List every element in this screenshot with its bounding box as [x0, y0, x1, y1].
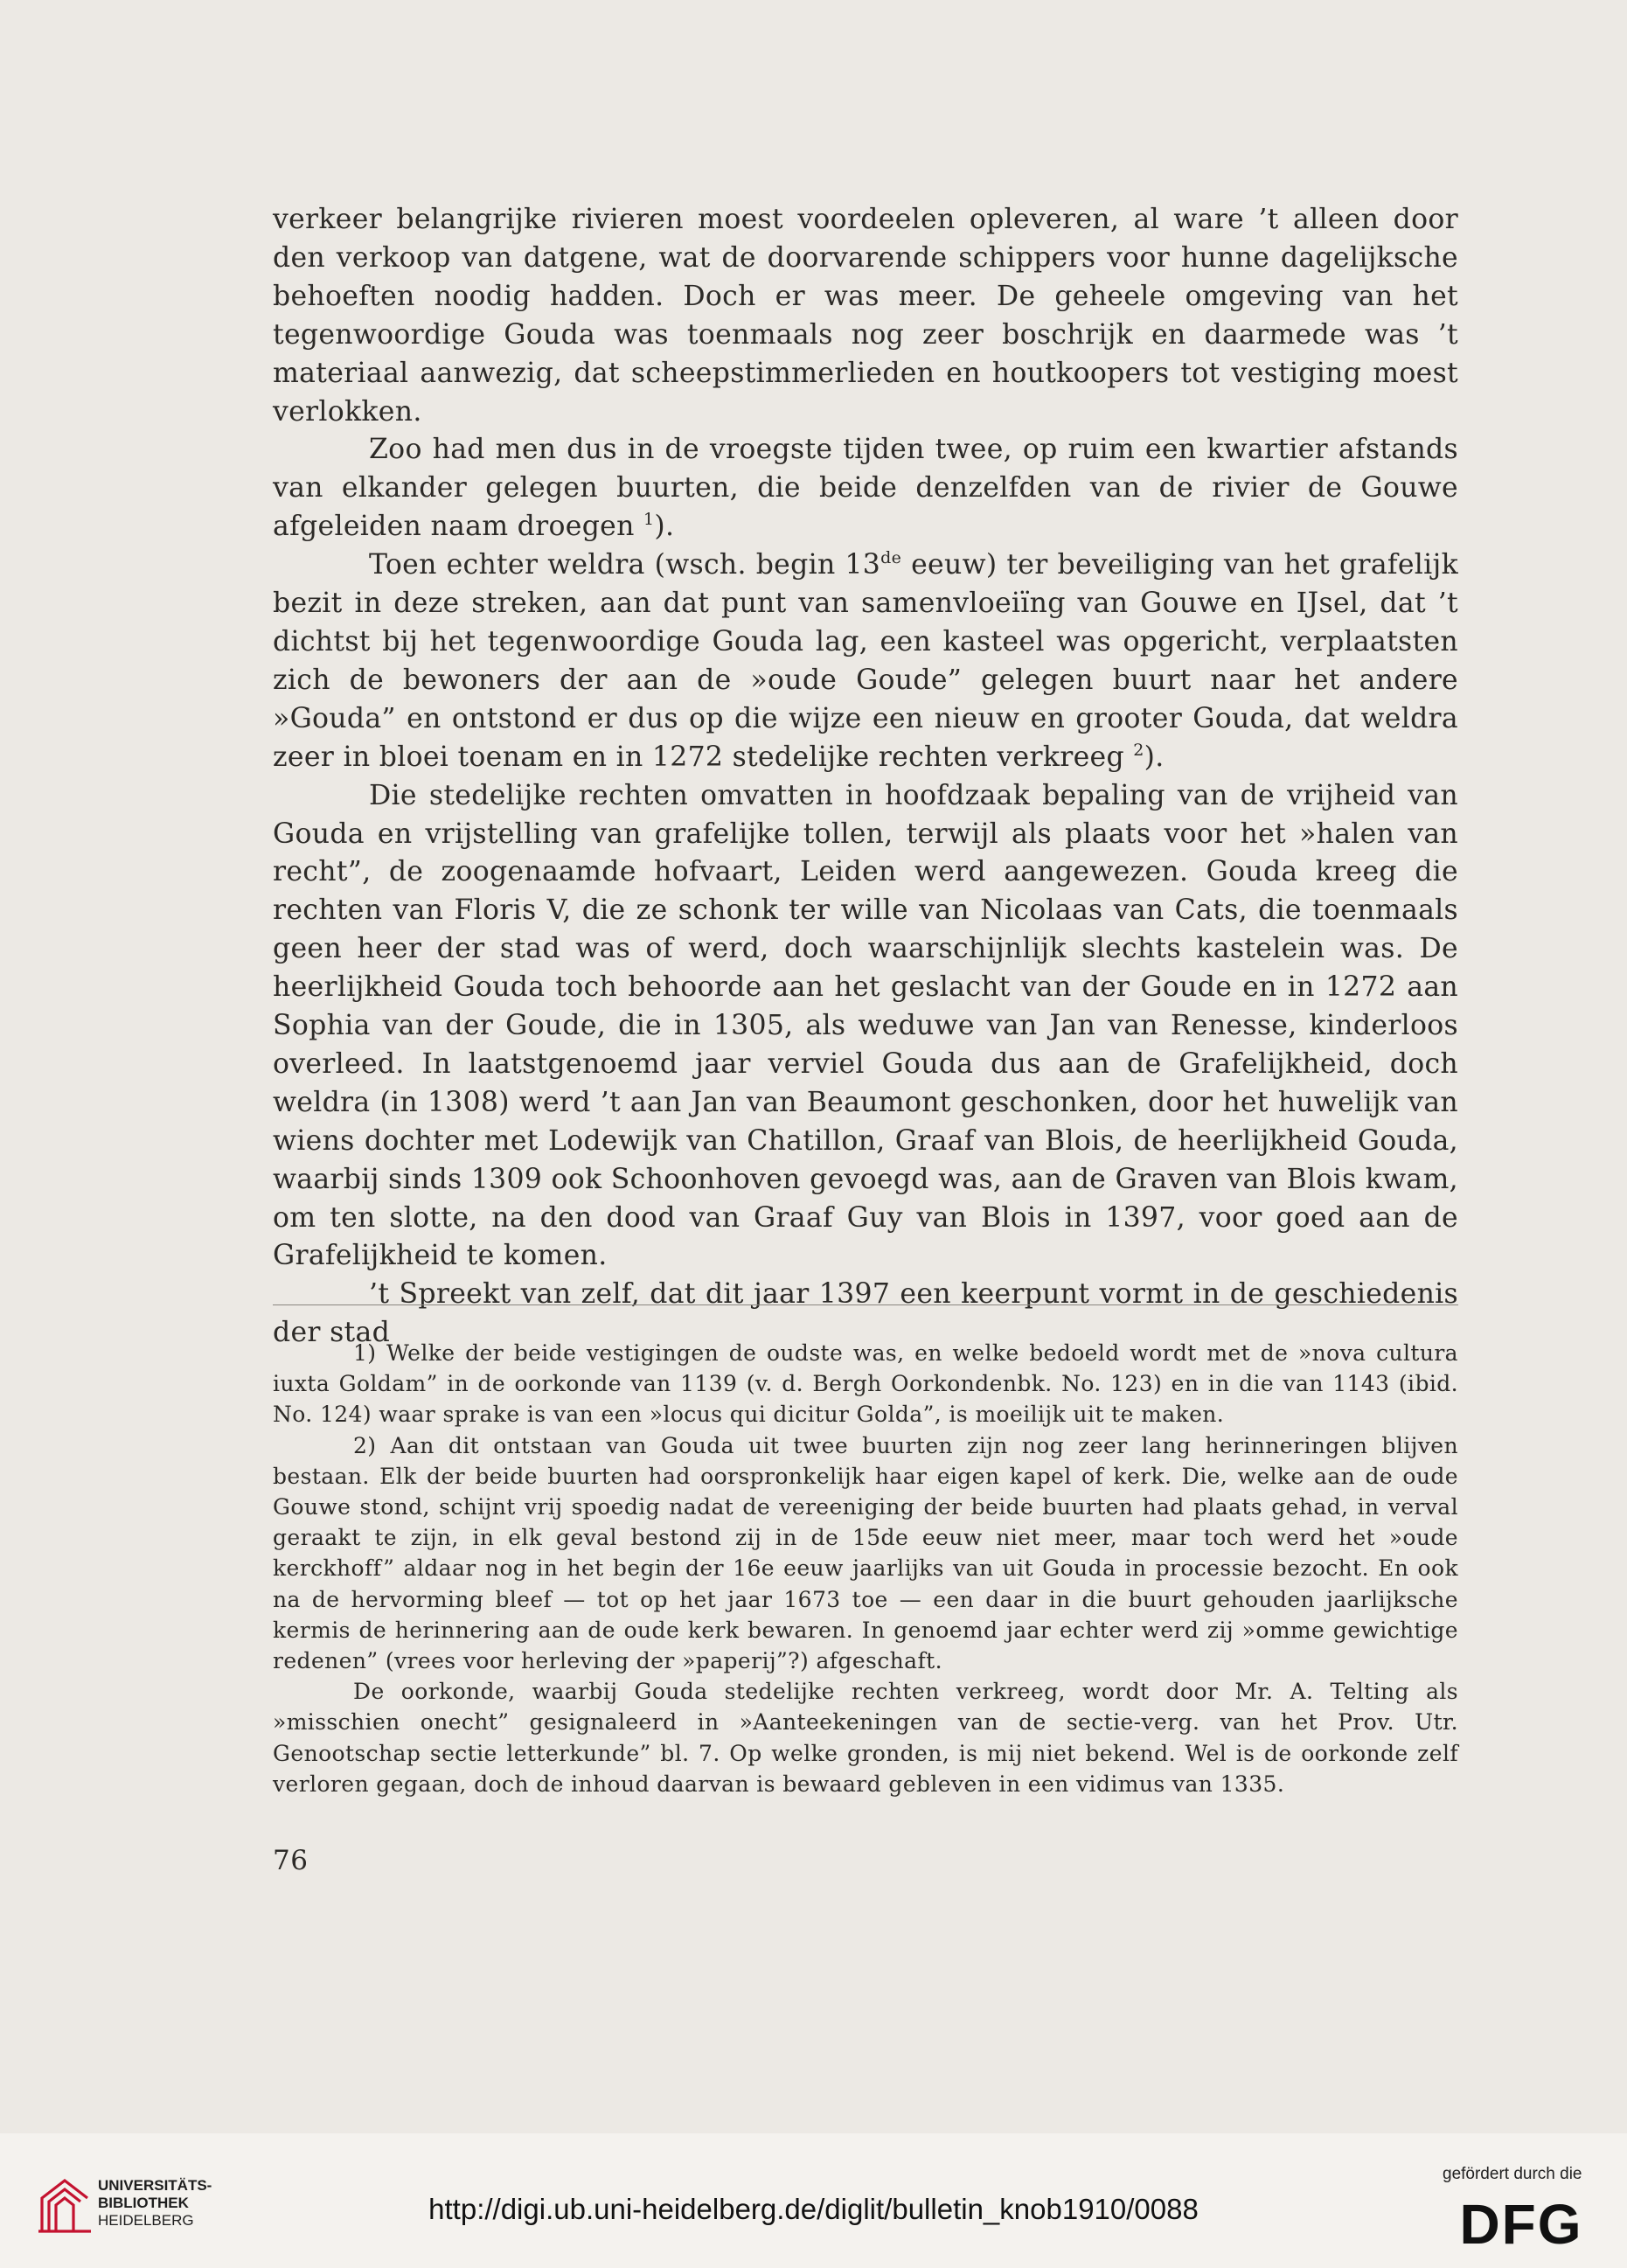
footnote-ref-2[interactable]: 2 — [1133, 740, 1144, 760]
permalink-url[interactable]: http://digi.ub.uni-heidelberg.de/diglit/bulletin_knob1910/0088 — [428, 2193, 1199, 2225]
paragraph-3-end: ). — [1144, 741, 1165, 773]
footnote-2-continuation: De oorkonde, waarbij Gouda stedelijke rechten verkreeg, wordt door Mr. A. Telting als »misschien onecht” gesignaleerd in »Aanteekeningen van de sectie-verg. van het Prov. Utr. Genootschap sectie letterkunde” bl. 7. Op welke gronden, is mij niet bekend. Wel is de oorkonde zelf verloren gegaan, doch de inhoud daarvan is bewaard gebleven in een vidimus van 1335. — [273, 1679, 1458, 1797]
paragraph-2 — [273, 431, 1458, 546]
funding-caption: gefördert durch die — [1443, 2165, 1582, 2183]
main-text — [273, 201, 1458, 1353]
footnote-2: 2) Aan dit ontstaan van Gouda uit twee buurten zijn nog zeer lang herinneringen blijven bestaan. Elk der beide buurten had oorspronkelijk haar eigen kapel of kerk. Die, welke aan de oude Gouwe stond, schijnt vrij spoedig nadat de vereeniging der beide buurten had plaats gehad, in verval geraakt te zijn, in elk geval bestond zij in de 15de eeuw niet meer, maar toch werd het »oude kerckhoff” aldaar nog in het begin der 16e eeuw jaarlijks van uit Gouda in processie bezocht. En ook na de hervorming bleef — tot op het jaar 1673 toe — een daar in die buurt gehouden jaarlijksche kermis de herinnering aan de oude kerk bewaren. In genoemd jaar echter werd zij »omme gewichtige redenen” (vrees voor herleving der »paperij”?) afgeschaft. — [273, 1432, 1458, 1674]
institution-line-2: BIBLIOTHEK — [98, 2195, 189, 2211]
paragraph-2-text: Zoo had men dus in de vroegste tijden twee, op ruim een kwartier afstands van elkander gelegen buurten, die beide denzelfden van de rivier de Gouwe afgeleiden naam droegen — [273, 434, 1458, 543]
paragraph-4: Die stedelijke rechten omvatten in hoofdzaak bepaling van de vrijheid van Gouda en vrijstelling van grafelijke tollen, terwijl als plaats voor het »halen van recht”, de zoogenaamde hofvaart, Leiden werd aangewezen. Gouda kreeg die rechten van Floris V, die ze schonk ter wille van Nicolaas van Cats, die toenmaals geen heer der stad was of werd, doch waarschijnlijk slechts kastelein was. De heerlijkheid Gouda toch behoorde aan het geslacht van der Goude en in 1272 aan Sophia van der Goude, die in 1305, als weduwe van Jan van Renesse, kinderloos overleed. In laatstgenoemd jaar verviel Gouda dus aan de Grafelijkheid, doch weldra (in 1308) werd ’t aan Jan van Beaumont geschonken, door het huwelijk van wiens dochter met Lodewijk van Chatillon, Graaf van Blois, de heerlijkheid Gouda, waarbij sinds 1309 ook Schoonhoven gevoegd was, aan de Graven van Blois kwam, om ten slotte, na den dood van Graaf Guy van Blois in 1397, voor goed aan de Grafelijkheid te komen. — [273, 779, 1458, 1272]
page-number: 76 — [273, 1845, 309, 1876]
paragraph-3-text-a: Toen echter weldra (wsch. begin 13 — [369, 549, 881, 581]
footnote-1: 1) Welke der beide vestigingen de oudste was, en welke bedoeld wordt met de »nova cultura iuxta Goldam” in de oorkonde van 1139 (v. d. Bergh Oorkondenbk. No. 123) en in die van 1143 (ibid. No. 124) waar sprake is van een »locus qui dicitur Golda”, is moeilijk uit te maken. — [273, 1340, 1458, 1428]
paragraph-1: verkeer belangrijke rivieren moest voordeelen opleveren, al ware ’t alleen door den verkoop van datgene, wat de doorvarende schippers voor hunne dagelijksche behoeften noodig hadden. Doch er was meer. De geheele omgeving van het tegenwoordige Gouda was toenmaals nog zeer boschrijk en daarmede was ’t materiaal aanwezig, dat scheepstimmerlieden en houtkoopers tot vestiging moest verlokken. — [273, 204, 1458, 428]
footnotes — [273, 1338, 1458, 1799]
ordinal-superscript: de — [880, 548, 902, 568]
dfg-logo-icon[interactable] — [1443, 2195, 1600, 2252]
paragraph-2-end: ). — [654, 511, 675, 543]
institution-line-3: HEIDELBERG — [98, 2212, 194, 2229]
paragraph-3-text-b: eeuw) ter beveiliging van het grafelijk bezit in deze streken, aan dat punt van samenvloeiïng van Gouwe en IJsel, dat ’t dichtst bij het tegenwoordige Gouda lag, een kasteel was opgericht, verplaatsten zich de bewoners der aan de »oude Goude” gelegen buurt naar het andere »Gouda” en ontstond er dus op die wijze een nieuw en grooter Gouda, dat weldra zeer in bloei toenam en in 1272 stedelijke rechten verkreeg — [273, 549, 1458, 773]
institution-line-1: UNIVERSITÄTS- — [98, 2177, 212, 2194]
footnote-divider — [273, 1304, 1458, 1305]
dfg-logo-text: DFG — [1459, 2195, 1583, 2252]
paragraph-3 — [273, 546, 1458, 776]
paragraph-5: ’t Spreekt van zelf, dat dit jaar 1397 een keerpunt vormt in de geschiedenis der stad — [273, 1278, 1458, 1349]
footnote-ref-1[interactable]: 1 — [643, 510, 655, 530]
